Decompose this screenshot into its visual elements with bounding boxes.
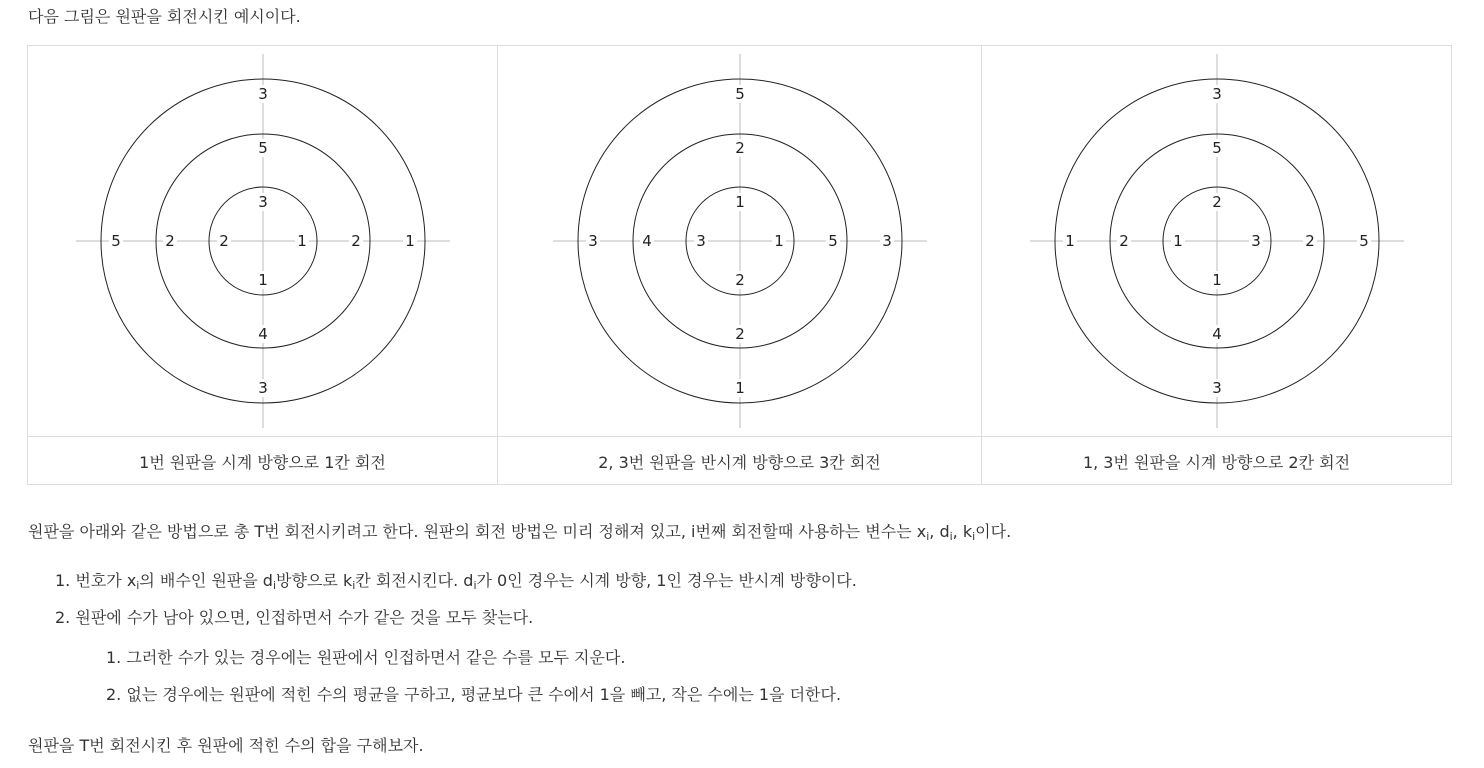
disc-diagram-1	[28, 46, 498, 436]
subscript-i: i	[949, 530, 953, 543]
ring-3-bottom-number: 1	[735, 379, 745, 397]
ring-3-left-number: 5	[111, 232, 121, 250]
ring-1-right-number: 3	[1251, 232, 1261, 250]
disc-diagram-3	[982, 46, 1451, 436]
list-item-1-text-c: 방향으로 k	[276, 571, 353, 590]
list-number: 2.	[106, 685, 122, 704]
list-item-2-text: 원판에 수가 남아 있으면, 인접하면서 수가 같은 것을 모두 찾는다.	[75, 608, 534, 627]
ring-1-left-number: 3	[696, 232, 706, 250]
list-item-2	[55, 605, 533, 628]
ring-3-bottom-number: 3	[1212, 379, 1222, 397]
ring-1-bottom-number: 1	[258, 271, 268, 289]
subscript-i: i	[352, 579, 356, 592]
sub-list-item-1-text: 그러한 수가 있는 경우에는 원판에서 인접하면서 같은 수를 모두 지운다.	[126, 648, 626, 667]
separator: ,	[952, 522, 963, 541]
ring-3-left-number: 3	[588, 232, 598, 250]
ring-3-right-number: 5	[1359, 232, 1369, 250]
list-item-1-text-b: 의 배수인 원판을 d	[139, 571, 273, 590]
subscript-i: i	[272, 579, 277, 592]
sub-list-item-2	[106, 682, 841, 705]
ring-2-bottom-number: 2	[735, 325, 745, 343]
ring-3-left-number: 1	[1065, 232, 1075, 250]
figure-caption-1: 1번 원판을 시계 방향으로 1칸 회전	[28, 436, 498, 485]
list-number: 1.	[55, 571, 71, 590]
disc-diagram-2	[498, 46, 982, 436]
ring-2-right-number: 2	[1305, 232, 1315, 250]
ring-2-top-number: 5	[1212, 139, 1222, 157]
subscript-i: i	[926, 530, 930, 543]
list-item-1-text-e: 가 0인 경우는 시계 방향, 1인 경우는 반시계 방향이다.	[476, 571, 857, 590]
sub-list-item-1	[106, 645, 625, 668]
ring-2-bottom-number: 4	[258, 325, 268, 343]
ring-2-left-number: 2	[165, 232, 175, 250]
list-item-1-text-a: 번호가 x	[75, 571, 137, 590]
ring-2-left-number: 4	[642, 232, 652, 250]
ring-2-top-number: 2	[735, 139, 745, 157]
ring-1-bottom-number: 1	[1212, 271, 1222, 289]
subscript-i: i	[972, 530, 976, 543]
rotation-description	[28, 519, 1011, 542]
rotation-description-text: 원판을 아래와 같은 방법으로 총 T번 회전시키려고 한다. 원판의 회전 방법은 미리 정해져 있고, i번째 회전할때 사용하는 변수는 x	[28, 522, 927, 541]
subscript-i: i	[136, 579, 140, 592]
separator: ,	[929, 522, 940, 541]
figure-cell-3	[982, 46, 1451, 436]
ring-2-right-number: 2	[351, 232, 361, 250]
ring-3-bottom-number: 3	[258, 379, 268, 397]
figure-cell-1	[28, 46, 498, 436]
ring-3-top-number: 3	[258, 85, 268, 103]
sub-list-item-2-text: 없는 경우에는 원판에 적힌 수의 평균을 구하고, 평균보다 큰 수에서 1을 빼고, 작은 수에는 1을 더한다.	[126, 685, 842, 704]
list-item-1	[55, 568, 857, 591]
figure-table	[27, 45, 1452, 485]
list-item-1-text-d: 칸 회전시킨다. d	[355, 571, 474, 590]
ring-1-left-number: 1	[1173, 232, 1183, 250]
ring-2-left-number: 2	[1119, 232, 1129, 250]
subscript-i: i	[473, 579, 477, 592]
ring-1-right-number: 1	[774, 232, 784, 250]
figure-caption-3: 1, 3번 원판을 시계 방향으로 2칸 회전	[982, 436, 1451, 485]
ring-3-top-number: 5	[735, 85, 745, 103]
ring-3-right-number: 1	[405, 232, 415, 250]
ring-3-top-number: 3	[1212, 85, 1222, 103]
var-d: d	[939, 522, 950, 541]
ring-1-bottom-number: 2	[735, 271, 745, 289]
tail-text: 이다.	[975, 522, 1012, 541]
ring-1-right-number: 1	[297, 232, 307, 250]
ring-2-right-number: 5	[828, 232, 838, 250]
ring-2-bottom-number: 4	[1212, 325, 1222, 343]
list-number: 1.	[106, 648, 122, 667]
ring-1-left-number: 2	[219, 232, 229, 250]
ring-3-right-number: 3	[882, 232, 892, 250]
ring-1-top-number: 3	[258, 193, 268, 211]
list-number: 2.	[55, 608, 71, 627]
figure-caption-2: 2, 3번 원판을 반시계 방향으로 3칸 회전	[498, 436, 982, 485]
figure-cell-2	[498, 46, 982, 436]
var-k: k	[962, 522, 973, 541]
closing-text: 원판을 T번 회전시킨 후 원판에 적힌 수의 합을 구해보자.	[28, 736, 424, 755]
ring-2-top-number: 5	[258, 139, 268, 157]
ring-1-top-number: 2	[1212, 193, 1222, 211]
intro-text: 다음 그림은 원판을 회전시킨 예시이다.	[28, 7, 301, 26]
ring-1-top-number: 1	[735, 193, 745, 211]
